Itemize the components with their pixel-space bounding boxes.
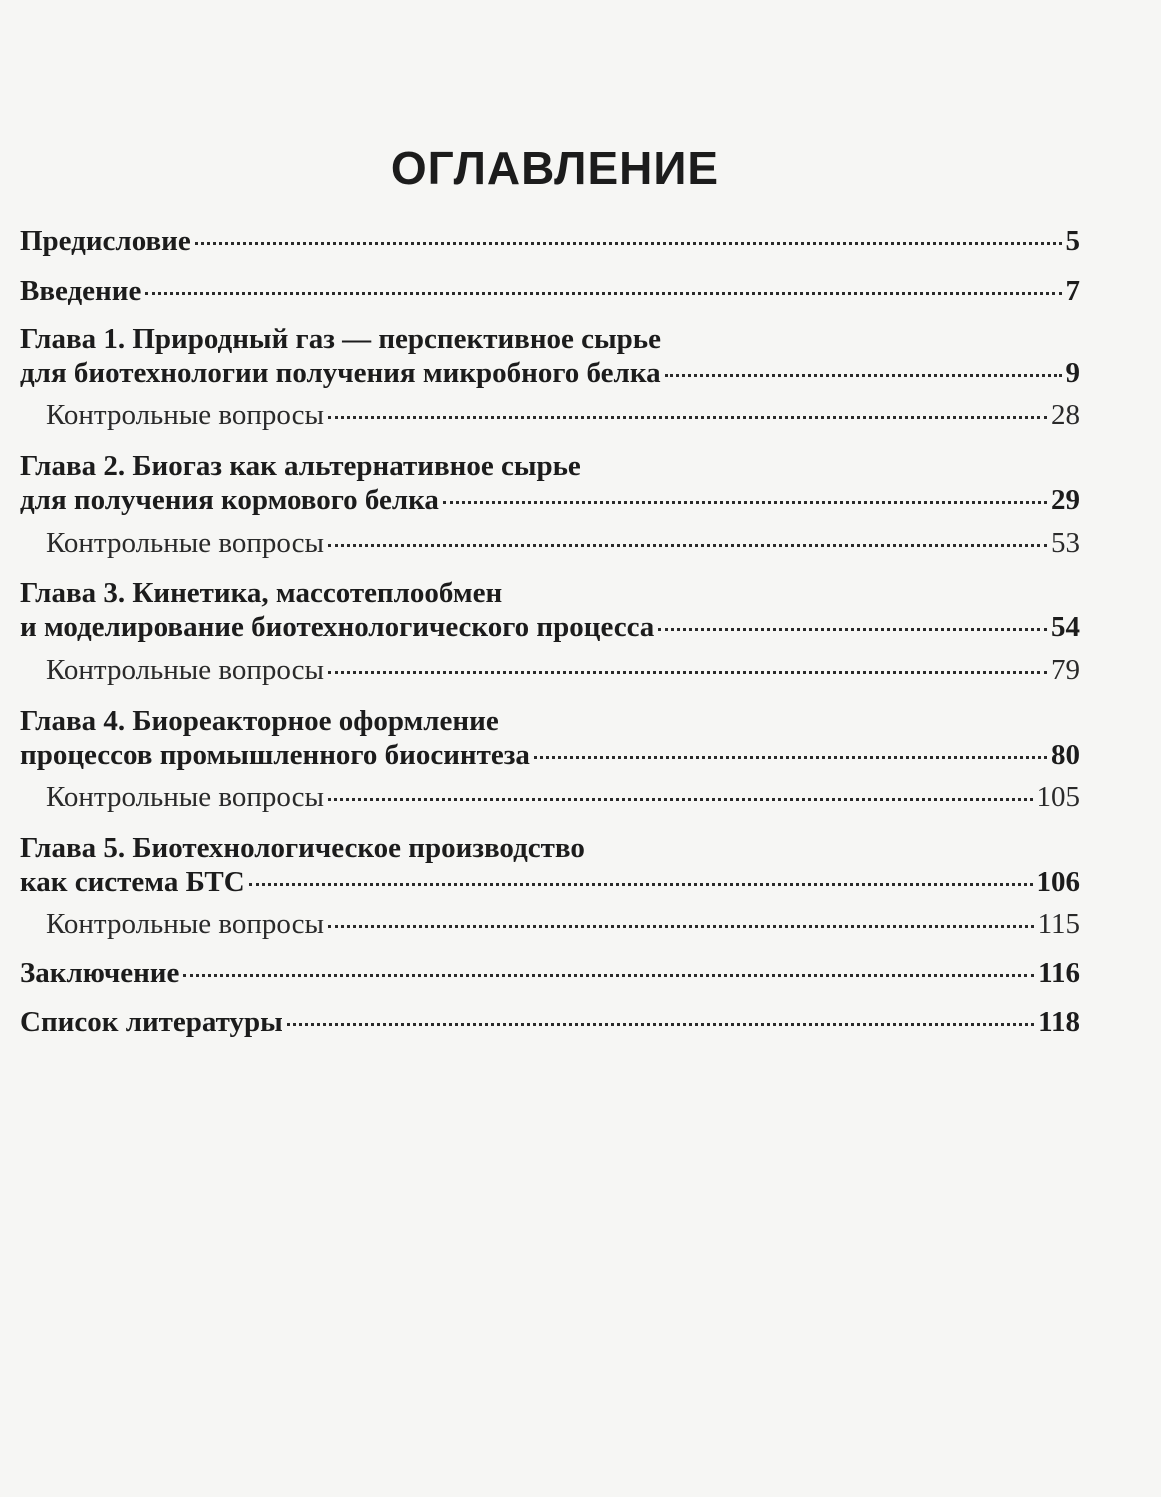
dot-leader xyxy=(658,628,1047,631)
toc-row xyxy=(20,865,1080,899)
toc-page-number: 118 xyxy=(1038,1006,1080,1038)
toc-row xyxy=(20,1005,1080,1039)
toc-chapter-heading: Глава 2. Биогаз как альтернативное сырье xyxy=(20,450,581,482)
toc-entry-title: и моделирование биотехнологического процесса xyxy=(20,611,655,643)
toc-entry xyxy=(20,398,1080,432)
toc-entry-title: Контрольные вопросы xyxy=(46,654,324,686)
toc-row xyxy=(20,526,1080,560)
toc-entry-title: Контрольные вопросы xyxy=(46,781,324,813)
toc-page-number: 80 xyxy=(1051,739,1080,771)
toc-entry xyxy=(20,780,1080,814)
dot-leader xyxy=(665,374,1062,377)
toc-row xyxy=(20,356,1080,390)
toc-page-number: 115 xyxy=(1037,908,1080,940)
toc-page-number: 7 xyxy=(1065,275,1080,307)
toc-entry xyxy=(20,274,1080,308)
dot-leader xyxy=(328,544,1047,547)
toc-page-number: 29 xyxy=(1051,484,1080,516)
toc-entry-title: Контрольные вопросы xyxy=(46,908,324,940)
toc-entry xyxy=(20,224,1080,258)
toc-row xyxy=(20,780,1080,814)
toc-entry-title: процессов промышленного биосинтеза xyxy=(20,739,530,771)
dot-leader xyxy=(534,756,1047,759)
toc-row xyxy=(20,653,1080,687)
toc-chapter-heading: Глава 3. Кинетика, массотеплообмен xyxy=(20,577,503,609)
toc-entry-title: Предисловие xyxy=(20,225,191,257)
toc-chapter-heading: Глава 4. Биореакторное оформление xyxy=(20,705,499,737)
toc-entry xyxy=(20,704,1080,772)
toc-page-number: 105 xyxy=(1036,781,1080,813)
toc-page-number: 5 xyxy=(1065,225,1080,257)
toc-page-number: 106 xyxy=(1036,866,1080,898)
toc-row xyxy=(20,738,1080,772)
toc-entry xyxy=(20,653,1080,687)
toc-page-number: 79 xyxy=(1051,654,1080,686)
dot-leader xyxy=(328,416,1047,419)
toc-page-number: 28 xyxy=(1051,399,1080,431)
toc-row xyxy=(20,907,1080,941)
toc-row xyxy=(20,274,1080,308)
dot-leader xyxy=(328,925,1034,928)
page-title: ОГЛАВЛЕНИЕ xyxy=(390,142,720,194)
dot-leader xyxy=(443,501,1047,504)
dot-leader xyxy=(287,1023,1034,1026)
toc-entry xyxy=(20,576,1080,644)
toc-entry-title: для биотехнологии получения микробного белка xyxy=(20,357,661,389)
toc-row xyxy=(20,483,1080,517)
toc-entry-title: Контрольные вопросы xyxy=(46,399,324,431)
toc-entry-title: Список литературы xyxy=(20,1006,283,1038)
toc-entry-title: Контрольные вопросы xyxy=(46,527,324,559)
toc-entry-title: для получения кормового белка xyxy=(20,484,439,516)
toc-entry xyxy=(20,1005,1080,1039)
dot-leader xyxy=(195,242,1062,245)
toc-entry xyxy=(20,449,1080,517)
dot-leader xyxy=(249,883,1033,886)
dot-leader xyxy=(328,798,1033,801)
toc-chapter-heading: Глава 5. Биотехнологическое производство xyxy=(20,832,585,864)
toc-row xyxy=(20,224,1080,258)
toc-row xyxy=(20,610,1080,644)
toc-entry xyxy=(20,956,1080,990)
toc-page-number: 54 xyxy=(1051,611,1080,643)
dot-leader xyxy=(183,974,1034,977)
toc-page-number: 9 xyxy=(1065,357,1080,389)
toc-entry xyxy=(20,526,1080,560)
toc-entry-title: Введение xyxy=(20,275,142,307)
toc-entry xyxy=(20,907,1080,941)
toc-row xyxy=(20,956,1080,990)
dot-leader xyxy=(145,292,1061,295)
toc-row xyxy=(20,398,1080,432)
toc-entry-title: как система БТС xyxy=(20,866,245,898)
toc-entry xyxy=(20,322,1080,390)
toc-entry xyxy=(20,831,1080,899)
toc-chapter-heading: Глава 1. Природный газ — перспективное сырье xyxy=(20,323,662,355)
dot-leader xyxy=(328,671,1047,674)
toc-entry-title: Заключение xyxy=(20,957,180,989)
toc-page-number: 53 xyxy=(1051,527,1080,559)
toc-page-number: 116 xyxy=(1038,957,1080,989)
